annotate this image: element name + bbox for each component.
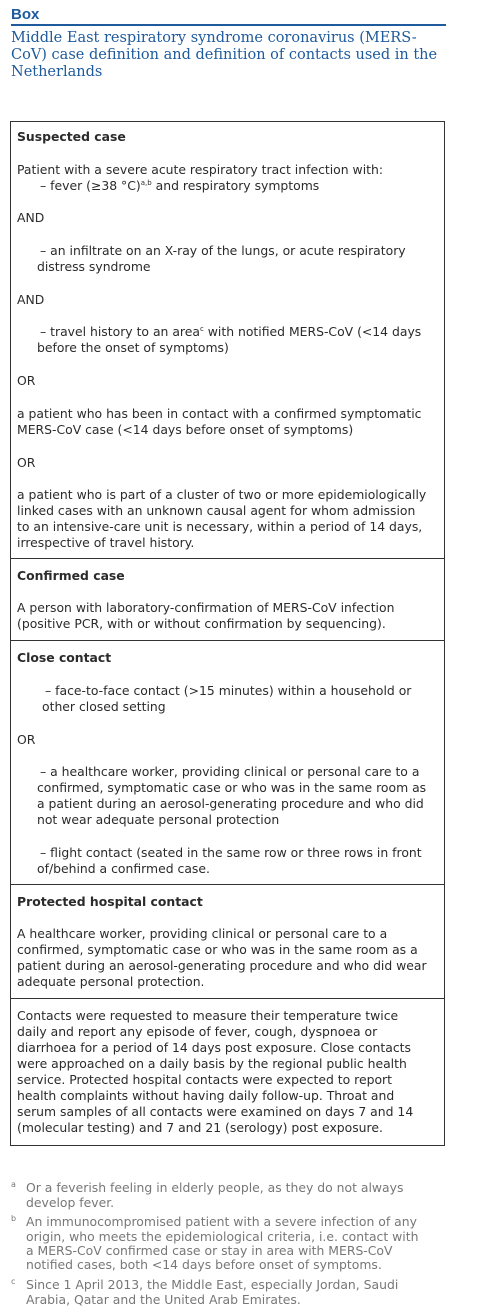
- cluster-criterion: a patient who is part of a cluster of two or more epidemiologically: [17, 487, 427, 502]
- flight-contact-criterion-cont: of/behind a confirmed case.: [37, 861, 210, 876]
- footnote-a-cont: develop fever.: [26, 1195, 115, 1210]
- footnote-b-cont: notified cases, both <14 days before onset of symptoms.: [26, 1257, 382, 1272]
- close-contact-heading: Close contact: [17, 650, 112, 665]
- row-divider: [11, 998, 444, 999]
- box-label: Box: [11, 6, 40, 23]
- and-connector: AND: [17, 292, 45, 307]
- protected-text-cont: adequate personal protection.: [17, 974, 205, 989]
- row-divider: [11, 884, 444, 885]
- followup-text-cont: were approached on a daily basis by the regional public health: [17, 1056, 407, 1071]
- travel-criterion-cont: before the onset of symptoms): [37, 340, 229, 355]
- confirmed-text: A person with laboratory-confirmation of MERS-CoV infection: [17, 600, 395, 615]
- fever-criterion: [40, 178, 319, 194]
- footnote-a: Or a feverish feeling in elderly people, as they do not always: [26, 1180, 404, 1195]
- footnote-ref-c: c: [199, 325, 204, 333]
- protected-contact-heading: Protected hospital contact: [17, 894, 203, 909]
- box-title-line: CoV) case definition and definition of contacts used in the: [11, 47, 438, 63]
- footnote-mark-c: c: [11, 1277, 16, 1286]
- fever-text: – fever (≥38 °C): [40, 178, 141, 193]
- followup-text-cont: daily and report any episode of fever, cough, dyspnoea or: [17, 1024, 378, 1039]
- protected-text-cont: confirmed, symptomatic case or who was in the same room as a: [17, 942, 418, 957]
- face-to-face-criterion-cont: other closed setting: [42, 699, 166, 714]
- protected-text: A healthcare worker, providing clinical or personal care to a: [17, 926, 388, 941]
- flight-contact-criterion: – flight contact (seated in the same row or three rows in front: [40, 845, 422, 860]
- followup-text: Contacts were requested to measure their temperature twice: [17, 1008, 399, 1023]
- footnote-b-cont: a MERS-CoV confirmed case or stay in area with MERS-CoV: [26, 1243, 393, 1258]
- healthcare-worker-criterion-cont: a patient during an aerosol-generating procedure and who did: [37, 796, 424, 811]
- or-connector: OR: [17, 455, 36, 470]
- footnote-mark-a: a: [11, 1180, 16, 1189]
- face-to-face-criterion: – face-to-face contact (>15 minutes) within a household or: [45, 683, 412, 698]
- infiltrate-criterion-cont: distress syndrome: [37, 259, 151, 274]
- infiltrate-criterion: – an infiltrate on an X-ray of the lungs, or acute respiratory: [40, 243, 406, 258]
- healthcare-worker-criterion-cont: not wear adequate personal protection: [37, 812, 280, 827]
- footnote-b: An immunocompromised patient with a severe infection of any: [26, 1214, 417, 1229]
- box-title-line: Middle East respiratory syndrome coronavirus (MERS-: [11, 30, 417, 46]
- contact-criterion-cont: MERS-CoV case (<14 days before onset of symptoms): [17, 422, 354, 437]
- healthcare-worker-criterion-cont: confirmed, symptomatic case or who was in the same room as: [37, 780, 427, 795]
- suspected-intro: Patient with a severe acute respiratory tract infection with:: [17, 162, 384, 177]
- followup-text-cont: service. Protected hospital contacts were expected to report: [17, 1072, 392, 1087]
- followup-text-cont: diarrhoea for a period of 14 days post exposure. Close contacts: [17, 1040, 411, 1055]
- suspected-case-heading: Suspected case: [17, 129, 126, 144]
- box-title: [11, 30, 451, 81]
- box-title-line: Netherlands: [11, 64, 103, 80]
- confirmed-case-heading: Confirmed case: [17, 568, 125, 583]
- cluster-criterion-cont: irrespective of travel history.: [17, 535, 195, 550]
- confirmed-text-cont: (positive PCR, with or without confirmation by sequencing).: [17, 616, 386, 631]
- travel-text-end: with notified MERS-CoV (<14 days: [203, 324, 422, 339]
- footnote-c: Since 1 April 2013, the Middle East, especially Jordan, Saudi: [26, 1277, 399, 1292]
- cluster-criterion-cont: to an intensive-care unit is necessary, within a period of 14 days,: [17, 519, 423, 534]
- definitions-table: [10, 121, 445, 1146]
- travel-text: – travel history to an area: [40, 324, 200, 339]
- row-divider: [11, 640, 444, 641]
- and-connector: AND: [17, 210, 45, 225]
- footnote-b-cont: origin, who meets the epidemiological criteria, i.e. contact with: [26, 1229, 419, 1244]
- or-connector: OR: [17, 732, 36, 747]
- footnote-c-cont: Arabia, Qatar and the United Arab Emirates.: [26, 1292, 301, 1307]
- followup-text-cont: health complaints without having daily follow-up. Throat and: [17, 1088, 395, 1103]
- fever-text-end: and respiratory symptoms: [151, 178, 320, 193]
- healthcare-worker-criterion: – a healthcare worker, providing clinical or personal care to a: [40, 764, 420, 779]
- box-rule: [11, 24, 446, 26]
- followup-text-cont: (molecular testing) and 7 and 21 (serology) post exposure.: [17, 1120, 383, 1135]
- followup-text-cont: serum samples of all contacts were examined on days 7 and 14: [17, 1104, 414, 1119]
- footnote-mark-b: b: [11, 1214, 17, 1223]
- row-divider: [11, 558, 444, 559]
- contact-criterion: a patient who has been in contact with a confirmed symptomatic: [17, 406, 422, 421]
- travel-criterion: [40, 324, 421, 340]
- cluster-criterion-cont: linked cases with an unknown causal agent for whom admission: [17, 503, 416, 518]
- footnote-ref-ab: a,b: [140, 179, 152, 187]
- or-connector: OR: [17, 373, 36, 388]
- protected-text-cont: patient during an aerosol-generating procedure and who did wear: [17, 958, 427, 973]
